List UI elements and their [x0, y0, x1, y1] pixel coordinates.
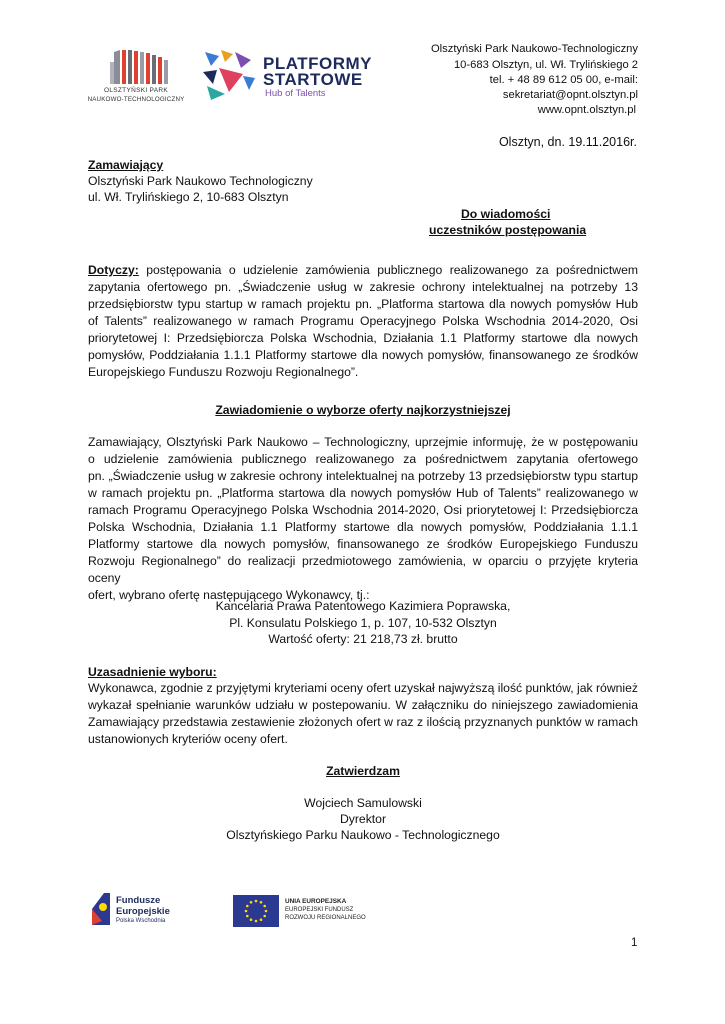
platformy-rocket-icon — [199, 48, 259, 102]
notice-line-7: Rozwoju Regionalnego” do realizacji przedmiotowego zamówienia, w oparciu o przyjęte kryteria oceny — [88, 554, 638, 585]
header-org: Olsztyński Park Naukowo-Technologiczny — [430, 43, 638, 55]
platformy-logo-word-2: STARTOWE — [263, 70, 363, 89]
justification-line-0: Wykonawca, zgodnie z przyjętymi kryteriami oceny ofert uzyskał najwyższą ilość punktów, jak również — [88, 681, 638, 695]
eu-logo — [233, 895, 383, 929]
regarding-line-1: zapytania ofertowego pn. „Świadczenie usług w zakresie ochrony intelektualnej na potrzeby 13 — [88, 280, 638, 294]
orderer-address: ul. Wł. Trylińskiego 2, 10-683 Olsztyn — [88, 190, 289, 204]
winner-address: Pl. Konsulatu Polskiego 1, p. 107, 10-532 Olsztyn — [229, 616, 497, 630]
header-phone: tel. + 48 89 612 05 00, e-mail: — [489, 74, 638, 86]
opnt-logo-text-1: OLSZTYŃSKI PARK — [104, 87, 168, 94]
notice-line-6: Platformy startowe dla nowych pomysłów, finansowanego ze środków Europejskiego Funduszu — [88, 537, 638, 551]
opnt-logo-text-2: NAUKOWO-TECHNOLOGICZNY — [87, 96, 185, 103]
winner-value: Wartość oferty: 21 218,73 zł. brutto — [268, 632, 458, 646]
eu-text-3: ROZWOJU REGIONALNEGO — [285, 915, 366, 921]
approval-org: Olsztyńskiego Parku Naukowo - Technologicznego — [226, 828, 500, 842]
regarding-line-4: priorytetowej I: Przedsiębiorcza Polska Wschodnia, Działania 1.1 Platformy startowe dla nowych — [88, 331, 638, 345]
header-address: 10-683 Olsztyn, ul. Wł. Trylińskiego 2 — [453, 59, 638, 71]
regarding-label: Dotyczy: — [88, 263, 139, 277]
regarding-line — [88, 262, 638, 279]
regarding-paragraph — [88, 262, 638, 381]
header-email: sekretariat@opnt.olsztyn.pl — [502, 89, 638, 101]
fundusze-flag-icon — [90, 891, 112, 927]
fundusze-europejskie-logo — [90, 891, 180, 931]
notice-line-1: o udzielenie zamówienia publicznego realizowanego za pośrednictwem zapytania ofertowego — [88, 452, 638, 466]
eu-text-1: UNIA EUROPEJSKA — [285, 898, 347, 905]
notice-line-4: ramach Programu Operacyjnego Polska Wschodnia 2014-2020, Osi priorytetowej I: Przedsiębiorcza — [88, 503, 638, 517]
approval-label: Zatwierdzam — [326, 764, 400, 778]
fe-text-2: Europejskie — [116, 906, 170, 917]
platformy-startowe-logo — [199, 48, 384, 104]
regarding-line-2: przedsiębiorstw typu startup w ramach projektu pn. „Platforma startowa dla nowych pomysłów Hub — [88, 297, 638, 311]
notice-line-5: Polska Wschodnia, Działania 1.1 Platformy startowe dla nowych pomysłów, Poddziałania 1.1.1 — [88, 520, 638, 534]
justification-line-3: ustanowionych kryteriów oceny ofert. — [88, 732, 288, 746]
eu-text-2: EUROPEJSKI FUNDUSZ — [285, 907, 354, 913]
eu-flag-icon — [233, 895, 279, 927]
opnt-logo — [86, 46, 186, 106]
regarding-line-6: Europejskiego Funduszu Rozwoju Regionalnego”. — [88, 365, 359, 379]
date-line: Olsztyn, dn. 19.11.2016r. — [498, 135, 637, 149]
notice-title: Zawiadomienie o wyborze oferty najkorzystniejszej — [215, 403, 511, 417]
justification-line-1: wykazał spełnianie warunków udziału w postepowaniu. W załączniku do niniejszego zawiadomienia — [88, 698, 638, 712]
recipient-line-2: uczestników postępowania — [429, 223, 587, 237]
regarding-line-5: pomysłów, Poddziałania 1.1.1 Platformy startowe dla nowych pomysłów, finansowanego ze środków — [88, 348, 638, 362]
orderer-name: Olsztyński Park Naukowo Technologiczny — [88, 174, 313, 188]
notice-line-3: w ramach projektu pn. „Platforma startowa dla nowych pomysłów Hub of Talents” realizowanego w — [88, 486, 638, 500]
regarding-line-3: of Talents” realizowanego w ramach Programu Operacyjnego Polska Wschodnia 2014-2020, Osi — [88, 314, 638, 328]
notice-line-2: pn. „Świadczenie usług w zakresie ochrony intelektualnej na potrzeby 13 przedsiębiorstw typu startup — [88, 469, 638, 483]
recipient-line-1: Do wiadomości — [461, 207, 551, 221]
fe-text-1: Fundusze — [116, 895, 161, 906]
winner-name: Kancelaria Prawa Patentowego Kazimiera Poprawska, — [215, 599, 511, 613]
platformy-logo-word-1: PLATFORMY — [263, 54, 373, 73]
justification-body — [88, 680, 638, 748]
justification-label: Uzasadnienie wyboru: — [88, 665, 217, 679]
platformy-logo-sub: Hub of Talents — [265, 88, 326, 99]
fe-text-3: Polska Wschodnia — [116, 918, 166, 924]
notice-line-8: ofert, wybrano ofertę następującego Wykonawcy, tj.: — [88, 588, 370, 602]
page-number: 1 — [631, 937, 638, 949]
justification-line-2: Zamawiający przedstawia zestawienie złożonych ofert w raz z ilością przyznanych punktów w ramach — [88, 715, 638, 729]
approval-name: Wojciech Samulowski — [304, 796, 422, 810]
approval-title: Dyrektor — [339, 812, 387, 826]
notice-body — [88, 434, 638, 604]
header-www: www.opnt.olsztyn.pl — [537, 104, 636, 116]
opnt-logo-mark-icon — [86, 46, 186, 88]
notice-line-0: Zamawiający, Olsztyński Park Naukowo – Technologiczny, uprzejmie informuję, że w postępowaniu — [88, 435, 638, 449]
orderer-label: Zamawiający — [88, 158, 164, 172]
regarding-line-0: postępowania o udzielenie zamówienia publicznego realizowanego za pośrednictwem — [138, 263, 638, 277]
